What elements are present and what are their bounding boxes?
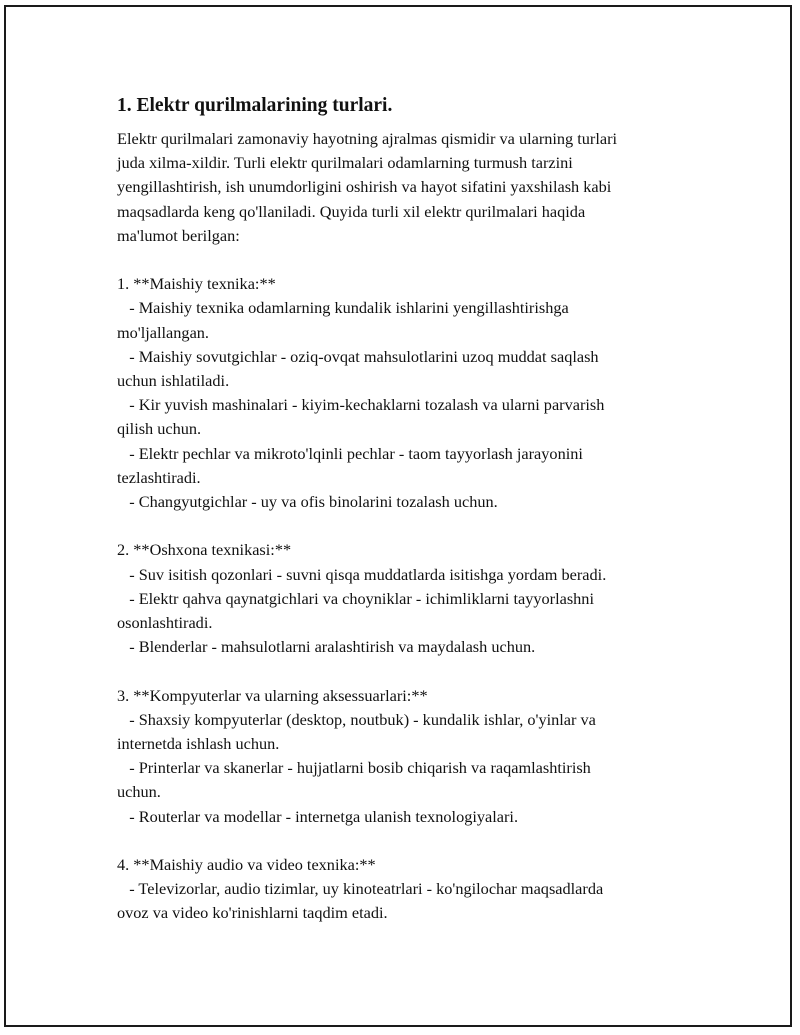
intro-line: yengillashtirish, ish unumdorligini oshirish va hayot sifatini yaxshilash kabi	[117, 177, 612, 197]
list-line: - Shaxsiy kompyuterlar (desktop, noutbuk) - kundalik ishlar, o'yinlar va	[117, 709, 596, 729]
list-line: - Televizorlar, audio tizimlar, uy kinoteatrlari - ko'ngilochar maqsadlarda	[117, 879, 604, 899]
intro-line: juda xilma-xildir. Turli elektr qurilmalari odamlarning turmush tarzini	[117, 153, 573, 173]
list-line: - Printerlar va skanerlar - hujjatlarni bosib chiqarish va raqamlashtirish	[117, 758, 591, 778]
list-line: mo'ljallangan.	[117, 322, 210, 342]
intro-line: maqsadlarda keng qo'llaniladi. Quyida turli xil elektr qurilmalari haqida	[117, 201, 586, 221]
list-line: uchun.	[117, 782, 161, 802]
list-line: - Maishiy texnika odamlarning kundalik ishlarini yengillashtirishga	[117, 298, 569, 318]
list-line: - Elektr pechlar va mikroto'lqinli pechlar - taom tayyorlash jarayonini	[117, 443, 583, 463]
section-heading: 2. **Oshxona texnikasi:**	[117, 540, 292, 560]
list-line: - Routerlar va modellar - internetga ulanish texnologiyalari.	[117, 806, 519, 826]
section-household-appliances	[117, 272, 697, 514]
list-line: - Maishiy sovutgichlar - oziq-ovqat mahsulotlarini uzoq muddat saqlash	[117, 346, 599, 366]
list-line: - Kir yuvish mashinalari - kiyim-kechaklarni tozalash va ularni parvarish	[117, 395, 605, 415]
list-line: - Suv isitish qozonlari - suvni qisqa muddatlarda isitishga yordam beradi.	[117, 564, 607, 584]
list-line: - Blenderlar - mahsulotlarni aralashtirish va maydalash uchun.	[117, 637, 536, 657]
intro-line: ma'lumot berilgan:	[117, 225, 240, 245]
list-line: qilish uchun.	[117, 419, 202, 439]
document-body	[117, 93, 697, 926]
section-heading: 1. **Maishiy texnika:**	[117, 274, 276, 294]
list-line: internetda ishlash uchun.	[117, 734, 280, 754]
section-heading: 4. **Maishiy audio va video texnika:**	[117, 855, 376, 875]
spacer	[117, 514, 697, 538]
list-line: - Changyutgichlar - uy va ofis binolarini tozalash uchun.	[117, 492, 498, 512]
spacer	[117, 829, 697, 853]
spacer	[117, 659, 697, 683]
list-line: - Elektr qahva qaynatgichlari va choyniklar - ichimliklarni tayyorlashni	[117, 588, 594, 608]
section-audio-video	[117, 853, 697, 926]
list-line: tezlashtiradi.	[117, 467, 201, 487]
list-line: ovoz va video ko'rinishlarni taqdim etadi.	[117, 903, 388, 923]
section-computers	[117, 684, 697, 829]
list-line: uchun ishlatiladi.	[117, 371, 230, 391]
intro-paragraph	[117, 127, 697, 248]
list-line: osonlashtiradi.	[117, 613, 213, 633]
spacer	[117, 248, 697, 272]
intro-line: Elektr qurilmalari zamonaviy hayotning ajralmas qismidir va ularning turlari	[117, 129, 618, 148]
section-kitchen-appliances	[117, 538, 697, 659]
document-title: 1. Elektr qurilmalarining turlari.	[117, 95, 393, 116]
section-heading: 3. **Kompyuterlar va ularning aksessuarlari:**	[117, 685, 428, 705]
